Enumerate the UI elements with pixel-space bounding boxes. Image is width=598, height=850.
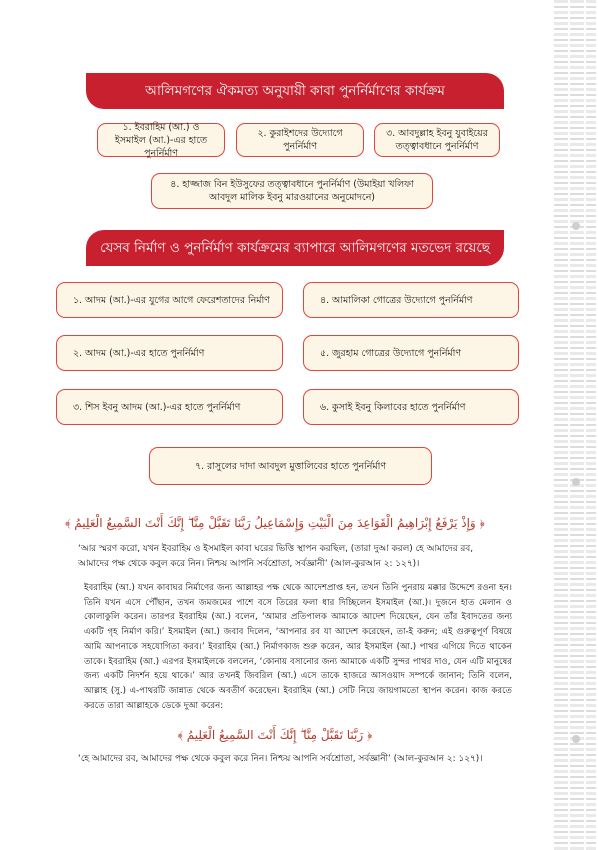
disputed-item-3: ৩. শিস ইবনু আদম (আ.)-এর হাতে পুনর্নির্মাণ: [56, 389, 283, 425]
decorative-side-border: [550, 0, 598, 850]
verse1-translation: ‘আর স্মরণ করো, যখন ইবরাহিম ও ইসমাইল কাবা ঘরের ভিত্তি স্থাপন করছিল, (তারা দুআ করল) হে আমাদের রব, আমাদের পক্ষ থেকে কবুল করে নিন। নিশ্চয় আপনি সর্বশ্রোতা, সর্বজ্ঞানী’ (আল-কুরআন ২: ১২৭)।: [78, 544, 474, 569]
disputed-item-2: ২. আদম (আ.)-এর হাতে পুনর্নির্মাণ: [56, 335, 283, 371]
verse2-arabic: ﴿ رَبَّنَا تَقَبَّلْ مِنَّا ۖ إِنَّكَ أَنْتَ السَّمِيعُ الْعَلِيمُ ﴾: [177, 728, 373, 742]
consensus-item-4: ৪. হাজ্জাজ বিন ইউসুফের তত্ত্বাবধানে পুনর্নির্মাণ (উমাইয়া খলিফা আবদুল মালিক ইবনু মারওয়ানের অনুমোদনে): [151, 173, 433, 209]
verse1-arabic: ﴿ وَإِذْ يَرْفَعُ إِبْرَاهِيمُ الْقَوَاعِدَ مِنَ الْبَيْتِ وَإِسْمَاعِيلُ رَبَّنَا تَقَبَّلْ مِنَّا ۖ إِنَّكَ أَنْتَ السَّمِيعُ الْعَلِيمُ ﴾: [65, 516, 485, 530]
consensus-item-2: ২. কুরাইশদের উদ্যোগে পুনর্নির্মাণ: [236, 123, 364, 157]
section1-title: আলিমগণের ঐকমত্য অনুযায়ী কাবা পুনর্নির্মাণের কার্যক্রম: [145, 82, 445, 99]
disputed-item-7: ৭. রাসুলের দাদা আবদুল মুত্তালিবের হাতে পুনর্নির্মাণ: [149, 447, 432, 485]
consensus-item-1: ১. ইবরাহিম (আ.) ও ইসমাইল (আ.)-এর হাতে পুনর্নির্মাণ: [97, 123, 225, 157]
section1-title-banner: [86, 73, 504, 109]
section2-title: যেসব নির্মাণ ও পুনর্নির্মাণ কার্যক্রমের ব্যাপারে আলিমগণের মতভেদ রয়েছে: [100, 239, 490, 256]
disputed-item-1: ১. আদম (আ.)-এর যুগের আগে ফেরেশতাদের নির্মাণ: [56, 282, 283, 318]
consensus-item-3: ৩. আবদুল্লাহ ইবনু যুবাইয়ের তত্ত্বাবধানে পুনর্নির্মাণ: [374, 123, 500, 157]
section2-title-banner: [86, 230, 504, 266]
verse2-translation: ‘হে আমাদের রব, আমাদের পক্ষ থেকে কবুল করে নিন। নিশ্চয় আপনি সর্বশ্রোতা, সর্বজ্ঞানী’ (আল-কুরআন ২: ১২৭)।: [78, 754, 483, 764]
disputed-item-6: ৬. কুসাই ইবনু কিলাবের হাতে পুনর্নির্মাণ: [303, 389, 519, 425]
disputed-item-4: ৪. আমালিকা গোত্রের উদ্যোগে পুনর্নির্মাণ: [303, 282, 519, 318]
disputed-item-5: ৫. জুরহাম গোত্রের উদ্যোগে পুনর্নির্মাণ: [303, 335, 519, 371]
narrative-paragraph: ইবরাহিম (আ.) যখন কাবাঘর নির্মাণের জন্য আল্লাহর পক্ষ থেকে আদেশপ্রাপ্ত হন, তখন তিনি পুনরায় মক্কার উদ্দেশে রওনা হন। তিনি যখন এসে পৌঁছান, তখন জমজমের পাশে বসে তিরের ফলা ধার দিচ্ছিলেন ইসমাইল (আ.)। দুজনে হাত মেলান ও কোলাকুলি করেন। তারপর ইবরাহিম (আ.) বলেন, ‘আমার প্রতিপালক আমাকে আদেশ দিয়েছেন, যেন তাঁর ইবাদতের জন্য একটি গৃহ নির্মাণ করি।’ ইসমাইল (আ.) জবাব দিলেন, ‘আপনার রব যা আদেশ করেছেন, তা-ই করুন; এই গুরুত্বপূর্ণ বিষয়ে আমি আপনাকে সহযোগিতা করব।’ ইবরাহিম (আ.) নির্মাণকাজ শুরু করেন, আর ইসমাইল (আ.) পাথর এগিয়ে দিতে থাকেন তাকে। ইবরাহিম (আ.) এরপর ইসমাইলকে বললেন, ‘কোনায় বসানোর জন্য আমাকে একটি সুন্দর পাথর দাও, যেন এটি মানুষের জন্য একটি নিদর্শন হয়ে থাকে।’ আর তখনই জিবরিল (আ.) এসে তাকে হাজরে আসওয়াদ সম্পর্কে জানান; তিনি বলেন, আল্লাহ (সু.) এ-পাথরটি জান্নাত থেকে অবতীর্ণ করেছেন। ইবরাহিম (আ.) সেটি নিয়ে জায়গামতো স্থাপন করেন। কাজ করতে করতে তারা আল্লাহকে ডেকে দুআ করেন:: [84, 583, 512, 711]
